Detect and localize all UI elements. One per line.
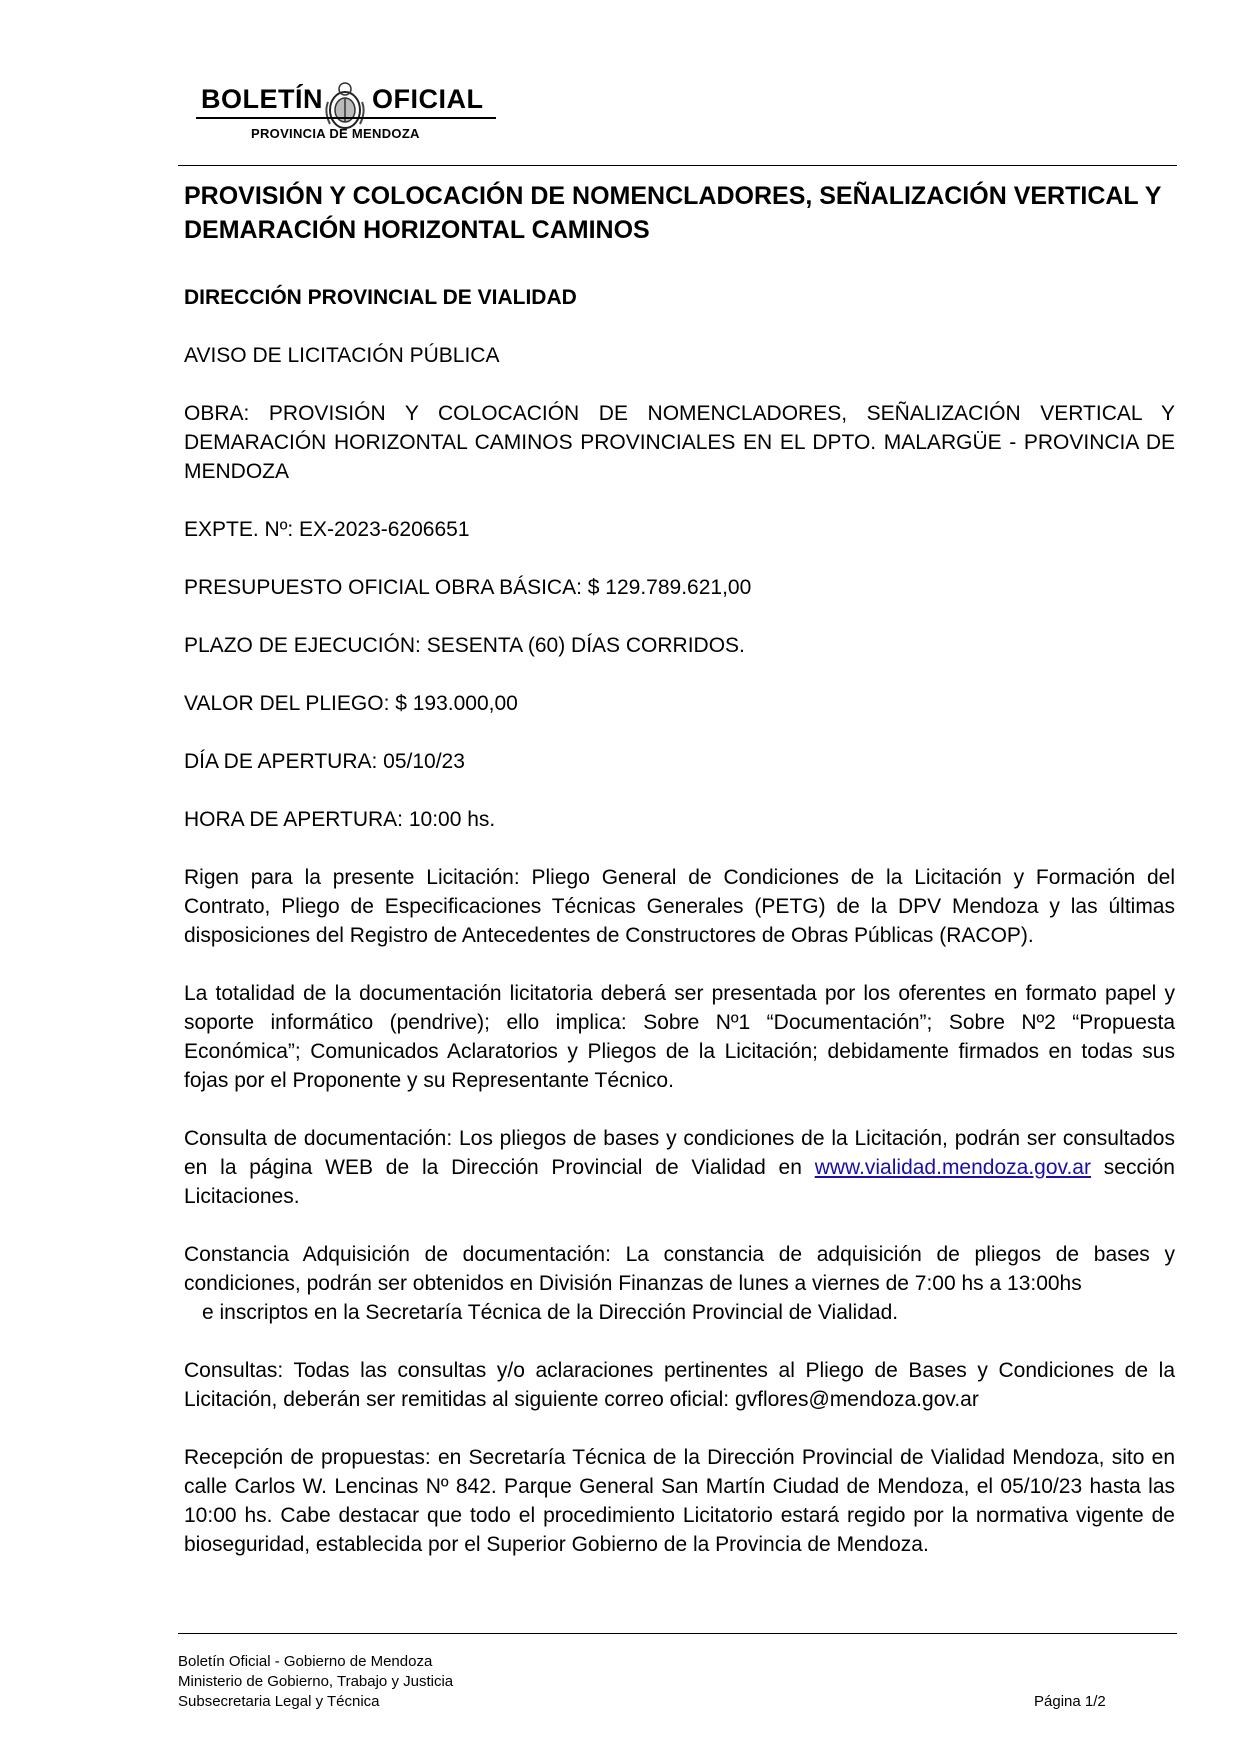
consulta-suffix: sección Licitaciones. [184,1156,1175,1208]
logo-divider [196,117,496,119]
constancia-text: Constancia Adquisición de documentación: La constancia de adquisición de pliegos de bases y condiciones, podrán ser obtenidos en División Finanzas de lunes a viernes de 7:00 hs a 13:00hs [184,1243,1175,1295]
footer-divider [178,1633,1177,1634]
organization-heading: DIRECCIÓN PROVINCIAL DE VIALIDAD [184,286,577,309]
consulta-text: Consulta de documentación: Los pliegos de bases y condiciones de la Licitación, podrán ser consultados en la página WEB de la Dirección Provincial de Vialidad en [184,1127,1175,1179]
page-number: Página 1/2 [1034,1693,1106,1710]
logo-text-oficial: OFICIAL [372,84,484,114]
footer-line-2: Ministerio de Gobierno, Trabajo y Justicia [178,1673,454,1690]
documentation-paragraph: La totalidad de la documentación licitatoria deberá ser presentada por los oferentes en formato papel y soporte informático (pendrive); ello implica: Sobre Nº1 “Documentación”; Sobre Nº2 “Propuesta Económica”; Comunicados Aclaratorios y Pliegos de la Licitación; debidamente firmados en todas sus fojas por el Proponente y su Representante Técnico. [184,982,1175,1092]
footer-line-1: Boletín Oficial - Gobierno de Mendoza [178,1653,433,1670]
obra-paragraph: OBRA: PROVISIÓN Y COLOCACIÓN DE NOMENCLADORES, SEÑALIZACIÓN VERTICAL Y DEMARACIÓN HORIZONTAL CAMINOS PROVINCIALES EN EL DPTO. MALARGÜE - PROVINCIA DE MENDOZA [184,402,1175,483]
pliego-value: VALOR DEL PLIEGO: $ 193.000,00 [184,692,518,715]
constancia-continuation: e inscriptos en la Secretaría Técnica de la Dirección Provincial de Vialidad. [202,1301,899,1324]
opening-date: DÍA DE APERTURA: 05/10/23 [184,750,465,773]
consulta-documentacion-paragraph [184,1124,1175,1211]
opening-time: HORA DE APERTURA: 10:00 hs. [184,808,496,831]
notice-body [184,179,1175,1559]
coat-of-arms-icon [322,80,368,132]
constancia-paragraph [184,1240,1175,1327]
logo-text-boletin: BOLETÍN [201,84,323,114]
budget-line: PRESUPUESTO OFICIAL OBRA BÁSICA: $ 129.789.621,00 [184,576,752,599]
footer-info [178,1652,453,1712]
rigen-paragraph: Rigen para la presente Licitación: Pliego General de Condiciones de la Licitación y Formación del Contrato, Pliego de Especificaciones Técnicas Generales (PETG) de la DPV Mendoza y las últimas disposiciones del Registro de Antecedentes de Constructores de Obras Públicas (RACOP). [184,866,1175,947]
notice-title: PROVISIÓN Y COLOCACIÓN DE NOMENCLADORES, SEÑALIZACIÓN VERTICAL Y DEMARACIÓN HORIZONTAL CAMINOS [184,182,1161,244]
consultas-paragraph: Consultas: Todas las consultas y/o aclaraciones pertinentes al Pliego de Bases y Condiciones de la Licitación, deberán ser remitidas al siguiente correo oficial: gvflores@mendoza.gov.ar [184,1359,1175,1411]
recepcion-paragraph: Recepción de propuestas: en Secretaría Técnica de la Dirección Provincial de Vialidad Mendoza, sito en calle Carlos W. Lencinas Nº 842. Parque General San Martín Ciudad de Mendoza, el 05/10/23 hasta las 10:00 hs. Cabe destacar que todo el procedimiento Licitatorio estará regido por la normativa vigente de bioseguridad, establecida por el Superior Gobierno de la Provincia de Mendoza. [184,1446,1175,1556]
boletin-oficial-logo [196,62,496,144]
expediente-number: EXPTE. Nº: EX-2023-6206651 [184,518,470,541]
footer-line-3: Subsecretaria Legal y Técnica [178,1693,380,1710]
logo-subtitle: PROVINCIA DE MENDOZA [251,126,420,141]
notice-type: AVISO DE LICITACIÓN PÚBLICA [184,344,500,367]
vialidad-website-link[interactable]: www.vialidad.mendoza.gov.ar [814,1156,1091,1179]
header-divider [178,165,1177,166]
execution-term: PLAZO DE EJECUCIÓN: SESENTA (60) DÍAS CORRIDOS. [184,634,745,657]
